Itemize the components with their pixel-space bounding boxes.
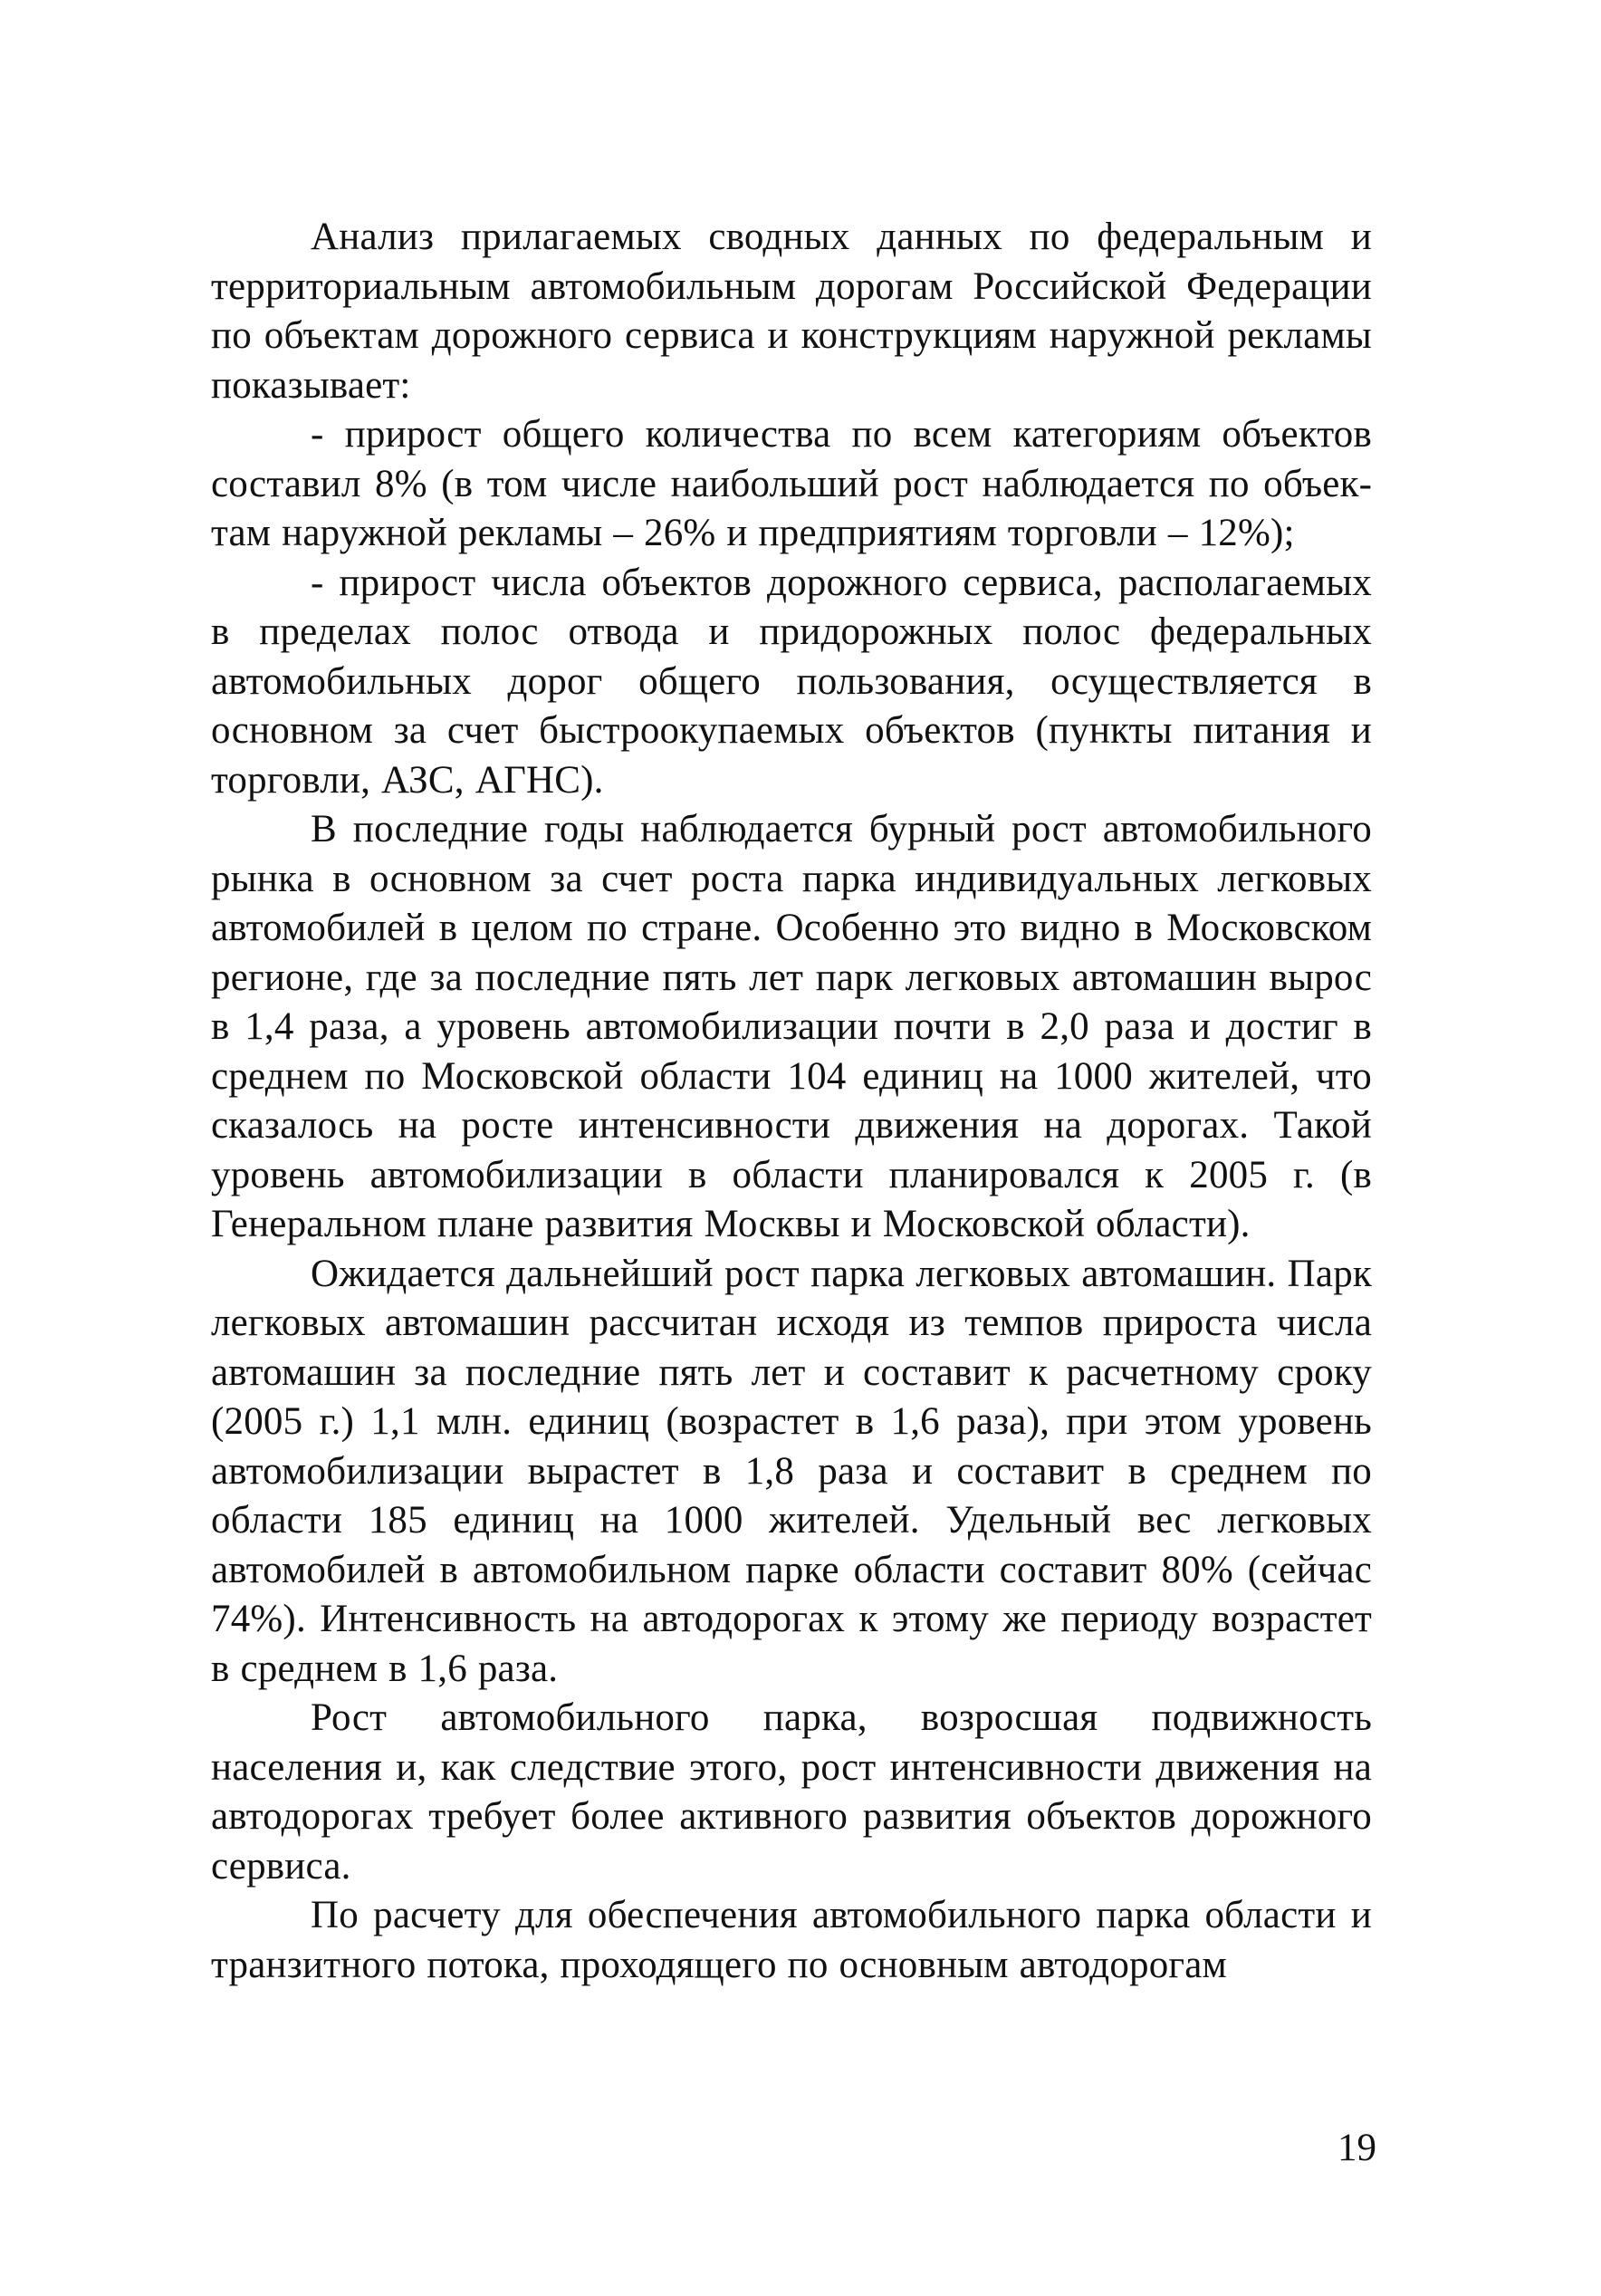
paragraph-car-market-growth: В последние годы наблюдается бурный рост автомобильного рынка в основном за счет роста парка индивидуальных легковых автомобилей в целом по стране. Особенно это видно в Московском регионе, где за последние пять лет парк легковых автомашин вырос в 1,4 раза, а уровень автомобилизации почти в 2,0 раза и достиг в среднем по Московской области 104 единиц на 1000 жителей, что сказалось на росте интенсивности движения на дорогах. Такой уровень автомобилизации в области планировался к 2005 г. (в Генеральном плане развития Москвы и Московской области). [211, 808, 1372, 1245]
paragraph-growth-total: - прирост общего количества по всем категориям объектов составил 8% (в том числе наибольший рост наблюдается по объектам наружной рекламы – 26% и предприятиям торговли – 12%); [211, 413, 1372, 554]
paragraph-calculation: По расчету для обеспечения автомобильного парка области и транзитного потока, проходящего по основным автодорогам [211, 1894, 1372, 1986]
body-text [211, 213, 1372, 1990]
paragraph-expected-growth: Ожидается дальнейший рост парка легковых автомашин. Парк легковых автомашин рассчитан исходя из темпов прироста числа автомашин за последние пять лет и составит к расчетному сроку (2005 г.) 1,1 млн. единиц (возрастет в 1,6 раза), при этом уровень автомобилизации вырастет в 1,8 раза и составит в среднем по области 185 единиц на 1000 жителей. Удельный вес легковых автомобилей в автомобильном парке области составит 80% (сейчас 74%). Интенсивность на автодорогах к этому же периоду возрастет в среднем в 1,6 раза. [211, 1252, 1372, 1690]
page-number: 19 [1337, 2127, 1376, 2169]
paragraph-analysis-intro: Анализ прилагаемых сводных данных по федеральным и территориальным автомобильным дорогам Российской Федерации по объектам дорожного сервиса и конструкциям наружной рекламы показывает: [211, 216, 1372, 407]
paragraph-growth-road-service: - прирост числа объектов дорожного сервиса, располагаемых в пределах полос отвода и придорожных полос федеральных автомобильных дорог общего пользования, осуществляется в основном за счет быстроокупаемых объектов (пункты питания и торговли, АЗС, АГНС). [211, 561, 1372, 802]
paragraph-service-development: Рост автомобильного парка, возросшая подвижность населения и, как следствие этого, рост интенсивности движения на автодорогах требует более активного развития объектов дорожного сервиса. [211, 1696, 1372, 1888]
